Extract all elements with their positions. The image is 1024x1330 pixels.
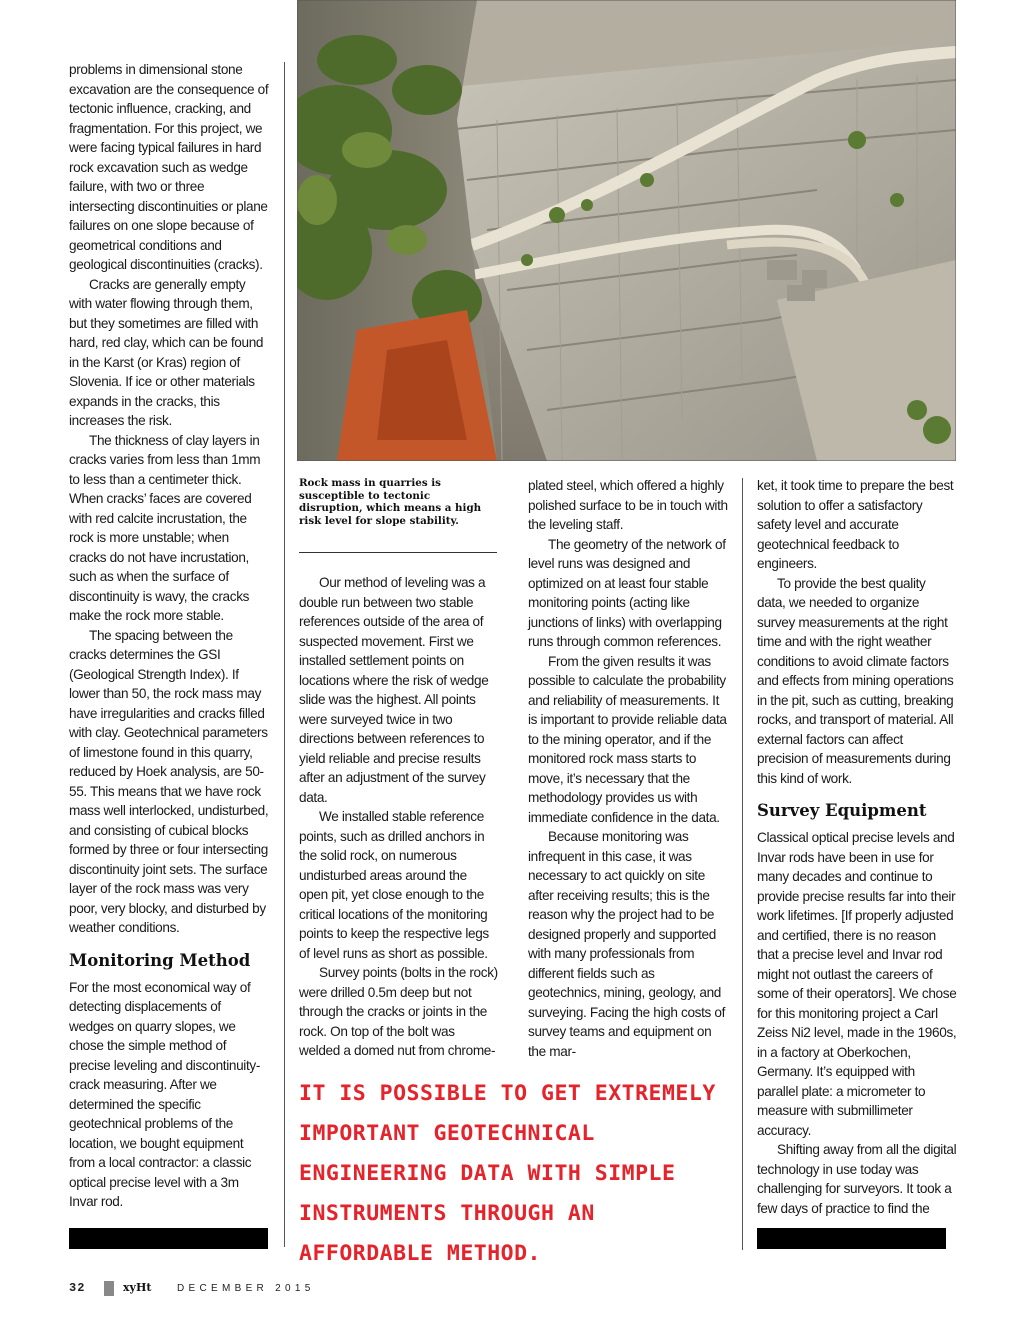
section-heading-monitoring-method: Monitoring Method — [69, 950, 251, 970]
pull-quote: IT IS POSSIBLE TO GET EXTREMELY IMPORTANT GEOTECHNICAL ENGINEERING DATA WITH SIMPLE INSTRUMENTS THROUGH AN AFFORDABLE METHOD. — [299, 1081, 716, 1266]
paragraph: For the most economical way of detecting displacements of wedges on quarry slopes, we chose the simple method of precise leveling and discontinuity-crack measuring. After we determined the specific geotechnical problems of the location, we bought equipment from a local contractor: a classic optical precise level with a 3m Invar rod. — [69, 979, 261, 1209]
magazine-logo: xyHt — [123, 1281, 152, 1294]
paragraph: Classical optical precise levels and Invar rods have been in use for many decades and continue to provide precise results far into their work lifetimes. [If properly adjusted and certified, there is no reason that a precise level and Invar rod might not outlast the careers of some of their operators]. We chose for this monitoring project a Carl Zeiss Ni2 level, made in the 1960s, in a factory at Oberkochen, Germany. It’s equipped with parallel plate: a micrometer to measure with submillimeter accuracy. — [757, 830, 957, 1138]
decorative-bar — [69, 1228, 268, 1249]
paragraph: The geometry of the network of level runs was designed and optimized on at least four stable monitoring points (acting like junctions of links) with overlapping runs through common references. — [528, 536, 726, 649]
paragraph: Cracks are generally empty with water flowing through them, but they sometimes are filled with hard, red clay, which can be found in the Karst (or Kras) region of Slovenia. If ice or other materials expands in the cracks, this increases the risk. — [69, 276, 264, 428]
paragraph: The thickness of clay layers in cracks varies from less than 1mm to less than a centimeter thick. When cracks’ faces are covered with red calcite incrustation, the rock is more unstable; when cracks do not have incrustation, such as when the surface of discontinuity is wavy, the cracks make the rock more stable. — [69, 432, 261, 623]
paragraph: ket, it took time to prepare the best solution to offer a satisfactory safety level and accurate geotechnical feedback to engineers. — [757, 478, 954, 571]
issue-date: DECEMBER 2015 — [177, 1283, 315, 1294]
paragraph: plated steel, which offered a highly polished surface to be in touch with the leveling staff. — [528, 478, 728, 532]
paragraph: The spacing between the cracks determines the GSI (Geological Strength Index). If lower than 50, the rock mass may have irregularities and cracks filled with clay. Geotechnical parameters of limestone found in this quarry, reduced by Hoek analysis, are 50-55. This means that we have rock mass well interlocked, undisturbed, and consisting of cubical blocks formed by three or four intersecting discontinuity joint sets. The surface layer of the rock mass was very poor, very blocky, and disturbed by weather conditions. — [69, 627, 269, 935]
section-heading-survey-equipment: Survey Equipment — [757, 801, 927, 820]
paragraph: To provide the best quality data, we needed to organize survey measurements at the right time and with the right weather conditions to avoid climate factors and effects from mining operations in the pit, such as cutting, breaking rocks, and transport of material. All external factors can affect precision of measurements during this kind of work. — [757, 575, 954, 786]
caption-divider — [299, 552, 497, 553]
column-divider — [284, 62, 285, 1247]
quarry-illustration — [297, 0, 956, 461]
article-column-2 — [299, 573, 498, 1061]
paragraph: From the given results it was possible to calculate the probability and reliability of measurements. It is important to provide reliable data to the mining operator, and if the monitored rock mass starts to move, it’s necessary that the methodology provides us with immediate confidence in the data. — [528, 653, 727, 825]
quarry-photo — [297, 0, 956, 461]
article-column-3 — [528, 476, 728, 1061]
paragraph: We installed stable reference points, such as drilled anchors in the solid rock, on numerous undisturbed areas around the open pit, yet close enough to the critical locations of the monitoring points to keep the respective legs of level runs as short as possible. — [299, 809, 489, 961]
page-footer — [69, 1281, 329, 1297]
decorative-bar — [757, 1228, 946, 1249]
footer-divider — [104, 1281, 114, 1296]
page-number: 32 — [69, 1281, 86, 1295]
photo-caption: Rock mass in quarries is susceptible to tectonic disruption, which means a high risk level for slope stability. — [299, 477, 482, 527]
article-column-1 — [69, 60, 269, 1212]
paragraph: Survey points (bolts in the rock) were drilled 0.5m deep but not through the cracks or joints in the rock. On top of the bolt was welded a domed nut from chrome- — [299, 965, 498, 1058]
article-column-4 — [757, 476, 957, 1218]
paragraph: Shifting away from all the digital technology in use today was challenging for surveyors. It took a few days of practice to find the — [757, 1142, 957, 1216]
paragraph: Our method of leveling was a double run between two stable references outside of the area of suspected movement. First we installed settlement points on locations where the risk of wedge slide was the highest. All points were surveyed twice in two directions between references to yield reliable and precise results after an adjustment of the survey data. — [299, 575, 489, 805]
paragraph: problems in dimensional stone excavation are the consequence of tectonic influence, cracking, and fragmentation. For this project, we were facing typical failures in hard rock excavation such as wedge failure, with two or three intersecting discontinuities or plane failures on one slope because of geometrical conditions and geological discontinuities (cracks). — [69, 62, 269, 272]
paragraph: Because monitoring was infrequent in this case, it was necessary to act quickly on site after receiving results; this is the reason why the project had to be designed properly and supported with many professionals from different fields such as geotechnics, mining, geology, and surveying. Facing the high costs of survey teams and equipment on the mar- — [528, 829, 726, 1059]
column-divider — [742, 478, 743, 1250]
